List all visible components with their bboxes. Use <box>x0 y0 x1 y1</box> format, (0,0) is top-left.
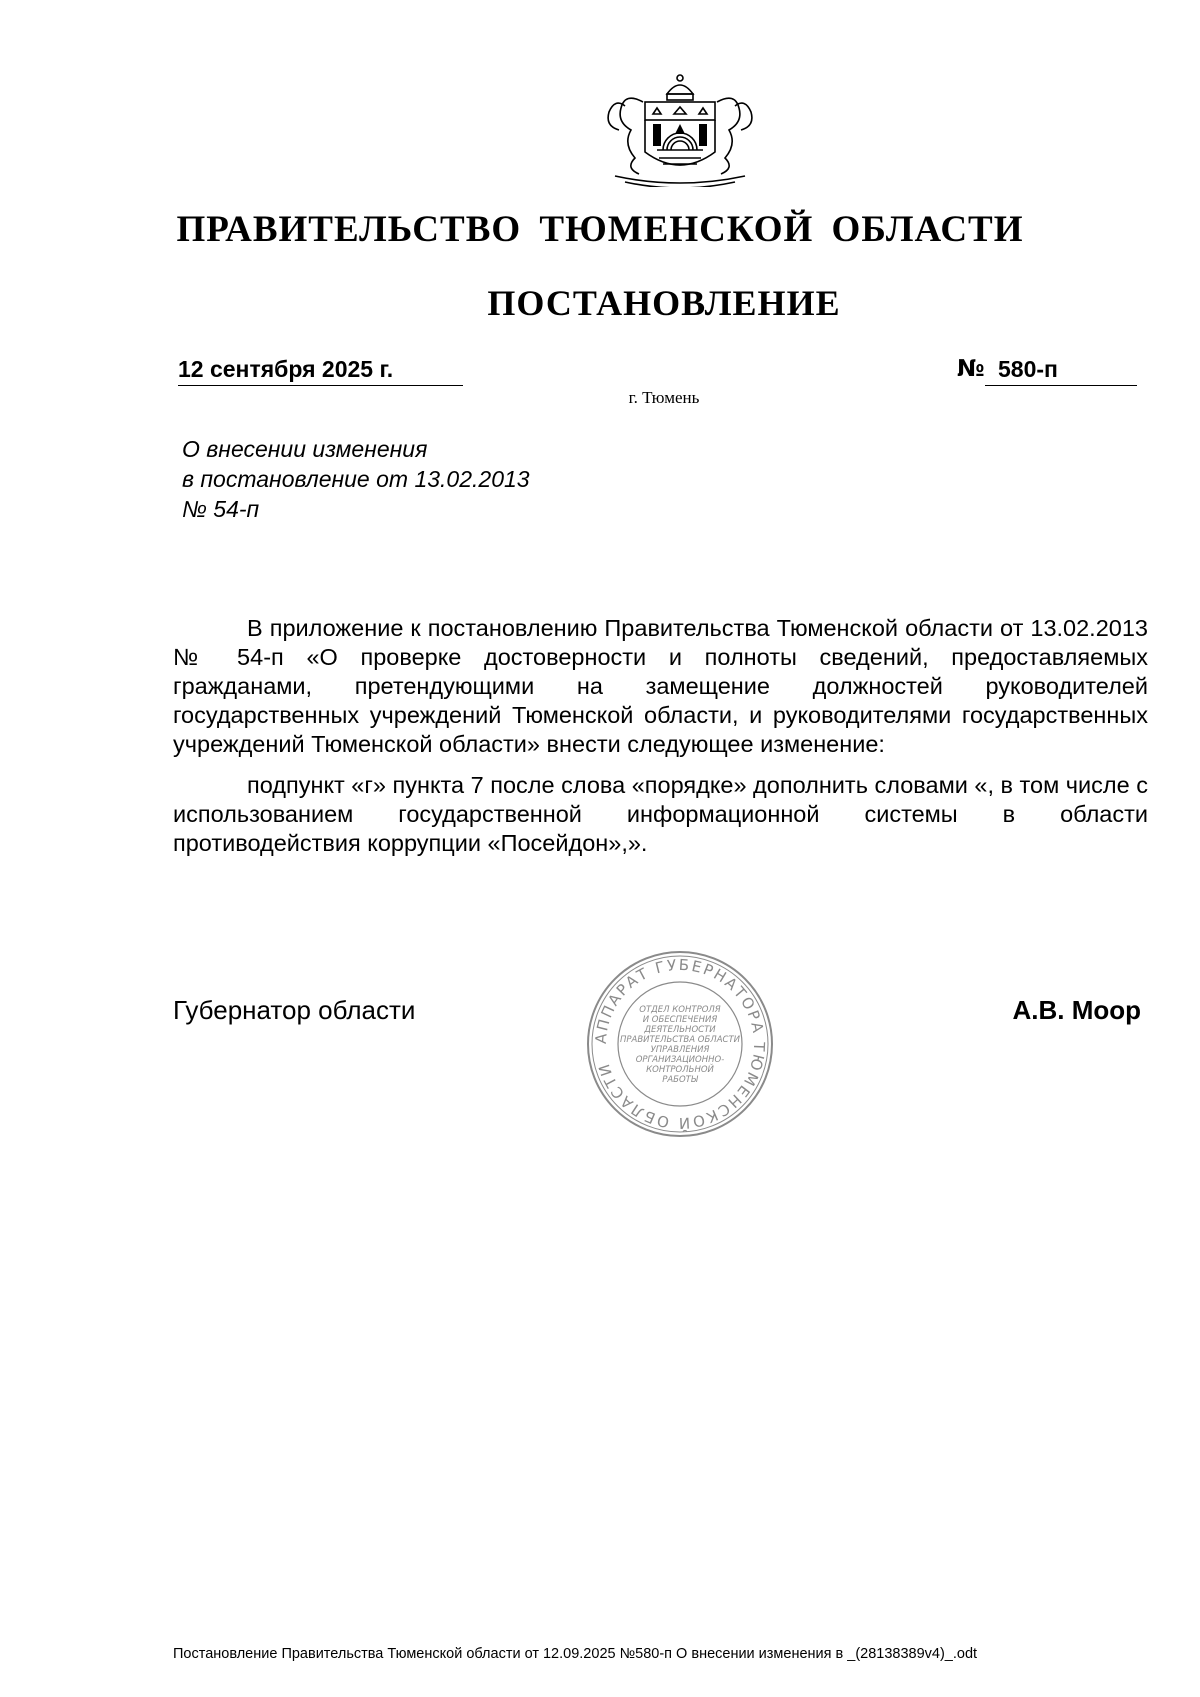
stamp-outer-text: АППАРАТ ГУБЕРНАТОРА ТЮМЕНСКОЙ ОБЛАСТИ <box>591 955 769 1133</box>
document-date: 12 сентября 2025 г. <box>178 356 463 386</box>
body-paragraph: подпункт «г» пункта 7 после слова «порядке» дополнить словами «, в том числе с использованием государственной информационной системы в области противодействия коррупции «Посейдон»,». <box>173 772 1148 856</box>
document-body <box>173 614 1148 870</box>
city: г. Тюмень <box>628 388 700 407</box>
footer-filename: Постановление Правительства Тюменской области от 12.09.2025 №580-п О внесении изменения в _(28138389v4)_.odt <box>173 1646 978 1662</box>
stamp-inner-line: КОНТРОЛЬНОЙ <box>646 1065 714 1075</box>
document-subject <box>182 434 530 524</box>
document-type: ПОСТАНОВЛЕНИЕ <box>487 283 841 323</box>
organization-title: ПРАВИТЕЛЬСТВО ТЮМЕНСКОЙ ОБЛАСТИ <box>176 209 1024 250</box>
body-paragraph: В приложение к постановлению Правительства Тюменской области от 13.02.2013 № 54-п «О проверке достоверности и полноты сведений, предоставляемых гражданами, претендующими на замещение должностей руководителей государственных учреждений Тюменской области, и руководителями государственных учреждений Тюменской области» внести следующее изменение: <box>173 615 1148 757</box>
signer-title: Губернатор области <box>173 995 416 1025</box>
signer-name: А.В. Моор <box>1012 995 1141 1025</box>
stamp-inner-line: ПРАВИТЕЛЬСТВА ОБЛАСТИ <box>620 1035 740 1045</box>
stamp-inner-line: РАБОТЫ <box>662 1075 698 1085</box>
subject-line: О внесении изменения <box>182 436 428 462</box>
stamp-inner-line: ОРГАНИЗАЦИОННО- <box>635 1055 725 1065</box>
stamp-inner-line: УПРАВЛЕНИЯ <box>650 1045 710 1055</box>
coat-of-arms-emblem <box>595 72 765 187</box>
stamp-inner-line: И ОБЕСПЕЧЕНИЯ <box>642 1015 718 1025</box>
stamp-inner-line: ДЕЯТЕЛЬНОСТИ <box>644 1025 716 1035</box>
document-number-label: № <box>957 356 985 382</box>
official-stamp <box>584 948 776 1140</box>
subject-line: в постановление от 13.02.2013 <box>182 466 530 492</box>
stamp-inner-line: ОТДЕЛ КОНТРОЛЯ <box>639 1005 721 1015</box>
subject-line: № 54-п <box>182 496 260 522</box>
document-number: 580-п <box>985 356 1137 386</box>
